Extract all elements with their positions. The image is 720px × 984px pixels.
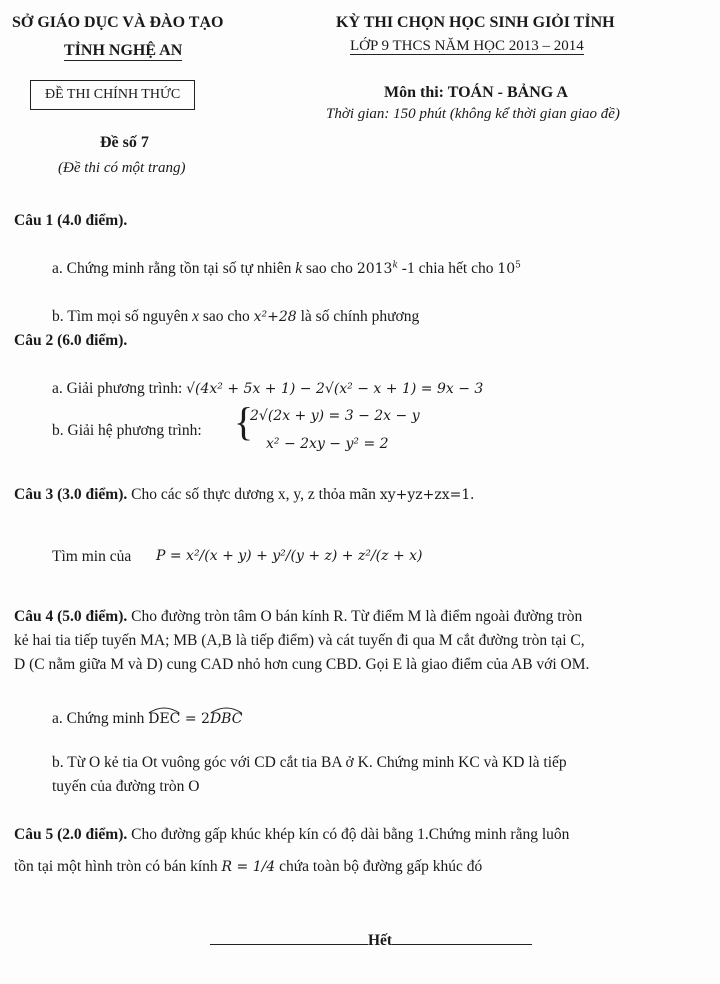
exam-time: Thời gian: 150 phút (không kể thời gian giao đề) — [326, 106, 620, 122]
end-marker: Hết — [210, 932, 532, 950]
q2-system-eq1: 2√(2x + y) = 3 − 2x − y — [250, 408, 420, 424]
q1-title: Câu 1 (4.0 điểm). — [14, 212, 128, 229]
q2-part-a: a. Giải phương trình: √(4x² + 5x + 1) − 2√(x² − x + 1) = 9x − 3 — [52, 380, 484, 397]
q5-line2: tồn tại một hình tròn có bán kính R = 1/4 chứa toàn bộ đường gấp khúc đó — [14, 858, 483, 875]
q4-part-b-line2: tuyến của đường tròn O — [52, 778, 200, 795]
q2-equation: √(4x² + 5x + 1) − 2√(x² − x + 1) = 9x − 3 — [186, 381, 484, 397]
q5-line1: Câu 5 (2.0 điểm). Cho đường gấp khúc khép kín có độ dài bằng 1.Chứng minh rằng luôn — [14, 826, 570, 843]
q1-part-a: a. Chứng minh rằng tồn tại số tự nhiên k sao cho 2013$^k$ -1 chia hết cho $10^5$ — [52, 260, 521, 277]
q2-part-b-label: b. Giải hệ phương trình: — [52, 422, 202, 439]
radius-expression: R = 1/4 — [221, 859, 276, 875]
q4-part-a: a. Chứng minh DEC = 2 DBC — [52, 706, 242, 728]
q3-find: Tìm min của — [52, 548, 132, 565]
q3-statement: Câu 3 (3.0 điểm). Cho các số thực dương x, y, z thỏa mãn xy+yz+zx=1. — [14, 486, 475, 503]
q4-line1: Câu 4 (5.0 điểm). Cho đường tròn tâm O bán kính R. Từ điểm M là điểm ngoài đường tròn — [14, 608, 583, 625]
q1-part-b: b. Tìm mọi số nguyên x sao cho x²+28 là số chính phương — [52, 308, 420, 325]
exam-number: Đề số 7 — [100, 134, 149, 151]
province-name: TỈNH NGHỆ AN — [64, 42, 183, 59]
q3-expression: P = x²/(x + y) + y²/(y + z) + z²/(z + x) — [156, 548, 423, 564]
q4-part-b-line1: b. Từ O kẻ tia Ot vuông góc với CD cắt tia BA ở K. Chứng minh KC và KD là tiếp — [52, 754, 567, 771]
department-name: SỞ GIÁO DỤC VÀ ĐÀO TẠO — [12, 14, 224, 31]
system-brace: { — [234, 399, 254, 444]
official-exam-box: ĐỀ THI CHÍNH THỨC — [30, 80, 195, 110]
q2-system-eq2: x² − 2xy − y² = 2 — [266, 436, 389, 452]
arc-symbol: DBC — [210, 706, 242, 727]
subject: Môn thi: TOÁN - BẢNG A — [384, 84, 568, 101]
q4-line3: D (C nằm giữa M và D) cung CAD nhỏ hơn cung CBD. Gọi E là giao điểm của AB với OM. — [14, 656, 590, 673]
page-note: (Đề thi có một trang) — [58, 160, 186, 176]
arc-symbol: DEC — [148, 706, 180, 727]
exam-grade-year: LỚP 9 THCS NĂM HỌC 2013 – 2014 — [350, 38, 584, 54]
exam-title: KỲ THI CHỌN HỌC SINH GIỎI TỈNH — [336, 14, 615, 31]
q2-title: Câu 2 (6.0 điểm). — [14, 332, 128, 349]
q4-line2: kẻ hai tia tiếp tuyến MA; MB (A,B là tiếp điểm) và cát tuyến đi qua M cắt đường tròn tại C, — [14, 632, 585, 649]
